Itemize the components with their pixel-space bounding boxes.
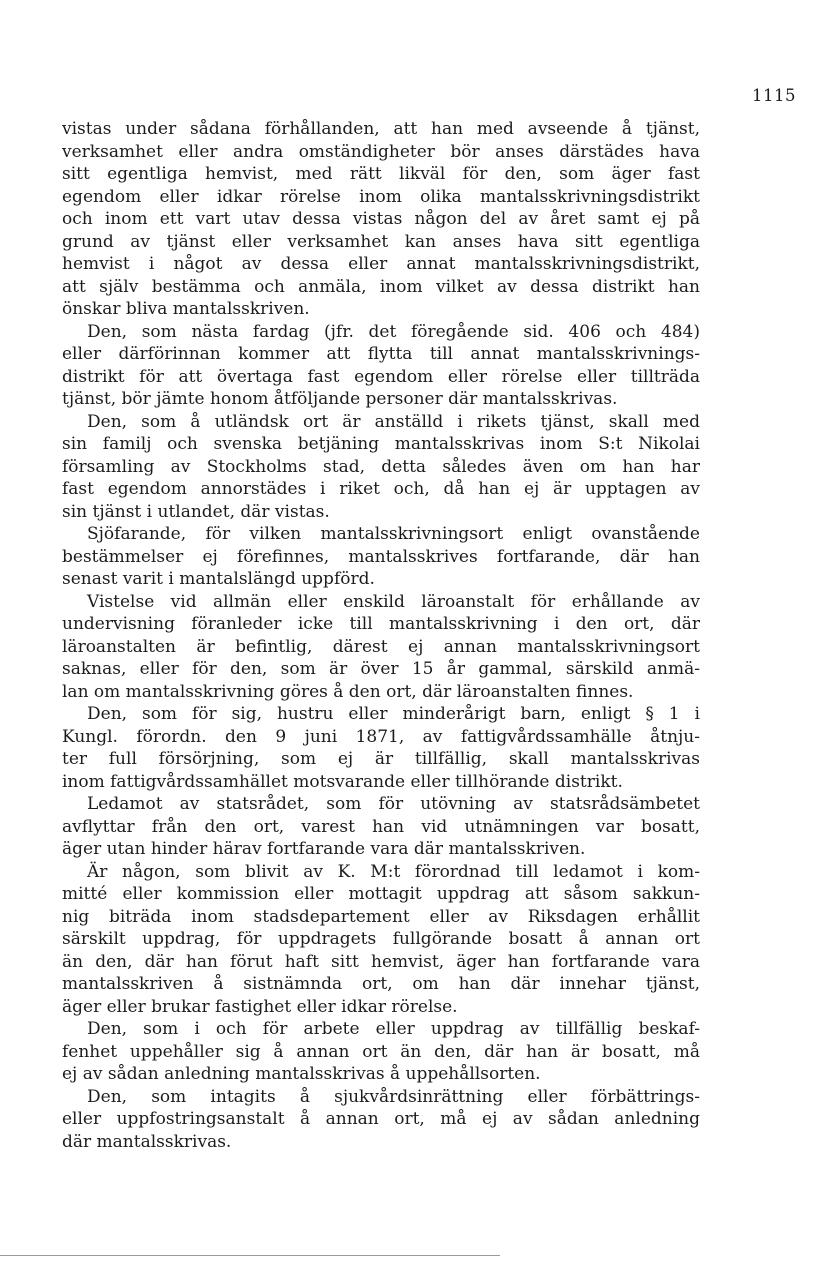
text-line: fast egendom annorstädes i riket och, då han ej är upptagen av: [62, 479, 700, 499]
text-line: lan om mantalsskrivning göres å den ort, där läroanstalten finnes.: [62, 681, 634, 702]
body-text: [62, 118, 700, 1153]
text-line: Kungl. förordn. den 9 juni 1871, av fattigvårdssamhälle åtnju-: [62, 726, 700, 747]
text-line: Vistelse vid allmän eller enskild läroanstalt för erhållande av: [87, 591, 700, 612]
text-line: bestämmelser ej förefinnes, mantalsskrives fortfarande, där han: [62, 546, 700, 567]
text-line: Sjöfarande, för vilken mantalsskrivningsort enligt ovanstående: [87, 524, 700, 544]
paragraph: [62, 591, 700, 704]
text-line: sin tjänst i utlandet, där vistas.: [62, 501, 330, 522]
paragraph: [62, 1018, 700, 1086]
text-line: ej av sådan anledning mantalsskrivas å uppehållsorten.: [62, 1064, 541, 1084]
text-line: tjänst, bör jämte honom åtföljande personer där mantalsskrivas.: [62, 389, 618, 409]
text-line: Den, som i och för arbete eller uppdrag av tillfällig beskaf-: [87, 1019, 700, 1039]
page-number: 1115: [752, 86, 796, 105]
paragraph: [62, 703, 700, 793]
paragraph: [62, 118, 700, 321]
text-line: ter full försörjning, som ej är tillfällig, skall mantalsskrivas: [62, 749, 700, 769]
text-line: eller uppfostringsanstalt å annan ort, må ej av sådan anledning: [62, 1109, 700, 1129]
text-line: äger eller brukar fastighet eller idkar rörelse.: [62, 996, 458, 1017]
text-line: eller därförinnan kommer att flytta till annat mantalsskrivnings-: [62, 344, 700, 364]
text-line: särskilt uppdrag, för uppdragets fullgörande bosatt å annan ort: [62, 929, 700, 949]
text-line: sitt egentliga hemvist, med rätt likväl för den, som äger fast: [62, 164, 700, 184]
text-line: församling av Stockholms stad, detta således även om han har: [62, 456, 700, 477]
text-line: saknas, eller för den, som är över 15 år gammal, särskild anmä-: [62, 659, 700, 679]
text-line: Den, som nästa fardag (jfr. det föregående sid. 406 och 484): [87, 321, 700, 342]
text-line: undervisning föranleder icke till mantalsskrivning i den ort, där: [62, 614, 700, 634]
text-line: Den, som intagits å sjukvårdsinrättning eller förbättrings-: [87, 1086, 700, 1107]
text-line: önskar bliva mantalsskriven.: [62, 299, 310, 319]
text-line: egendom eller idkar rörelse inom olika mantalsskrivningsdistrikt: [62, 186, 700, 207]
text-line: mantalsskriven å sistnämnda ort, om han där innehar tjänst,: [62, 974, 700, 994]
text-line: att själv bestämma och anmäla, inom vilket av dessa distrikt han: [62, 276, 700, 297]
text-line: läroanstalten är befintlig, därest ej annan mantalsskrivningsort: [62, 636, 700, 657]
paragraph: [62, 523, 700, 591]
text-line: Ledamot av statsrådet, som för utövning av statsrådsämbetet: [87, 794, 700, 814]
text-line: mitté eller kommission eller mottagit uppdrag att såsom sakkun-: [62, 884, 700, 904]
text-line: avflyttar från den ort, varest han vid utnämningen var bosatt,: [62, 816, 700, 837]
paragraph: [62, 411, 700, 524]
text-line: hemvist i något av dessa eller annat mantalsskrivningsdistrikt,: [62, 254, 700, 274]
text-line: senast varit i mantalslängd uppförd.: [62, 569, 375, 589]
paragraph: [62, 793, 700, 861]
text-line: distrikt för att övertaga fast egendom eller rörelse eller tillträda: [62, 366, 700, 387]
text-line: Den, som å utländsk ort är anställd i rikets tjänst, skall med: [87, 411, 700, 432]
text-line: sin familj och svenska betjäning mantalsskrivas inom S:t Nikolai: [62, 434, 700, 454]
text-line: verksamhet eller andra omständigheter bör anses därstädes hava: [62, 141, 700, 162]
paragraph: [62, 1086, 700, 1154]
text-line: inom fattigvårdssamhället motsvarande eller tillhörande distrikt.: [62, 771, 623, 792]
text-line: än den, där han förut haft sitt hemvist, äger han fortfarande vara: [62, 951, 700, 972]
paragraph: [62, 321, 700, 411]
text-line: äger utan hinder härav fortfarande vara där mantalsskriven.: [62, 839, 586, 859]
text-line: fenhet uppehåller sig å annan ort än den, där han är bosatt, må: [62, 1041, 700, 1062]
text-line: nig biträda inom stadsdepartement eller av Riksdagen erhållit: [62, 906, 700, 927]
text-line: och inom ett vart utav dessa vistas någon del av året samt ej på: [62, 209, 700, 229]
text-line: grund av tjänst eller verksamhet kan anses hava sitt egentliga: [62, 231, 700, 252]
text-line: Den, som för sig, hustru eller minderårigt barn, enligt § 1 i: [87, 704, 700, 724]
text-line: där mantalsskrivas.: [62, 1131, 232, 1152]
text-line: Är någon, som blivit av K. M:t förordnad till ledamot i kom-: [87, 861, 700, 882]
bottom-edge-rule: [0, 1255, 500, 1256]
paragraph: [62, 861, 700, 1019]
text-line: vistas under sådana förhållanden, att han med avseende å tjänst,: [62, 119, 700, 139]
